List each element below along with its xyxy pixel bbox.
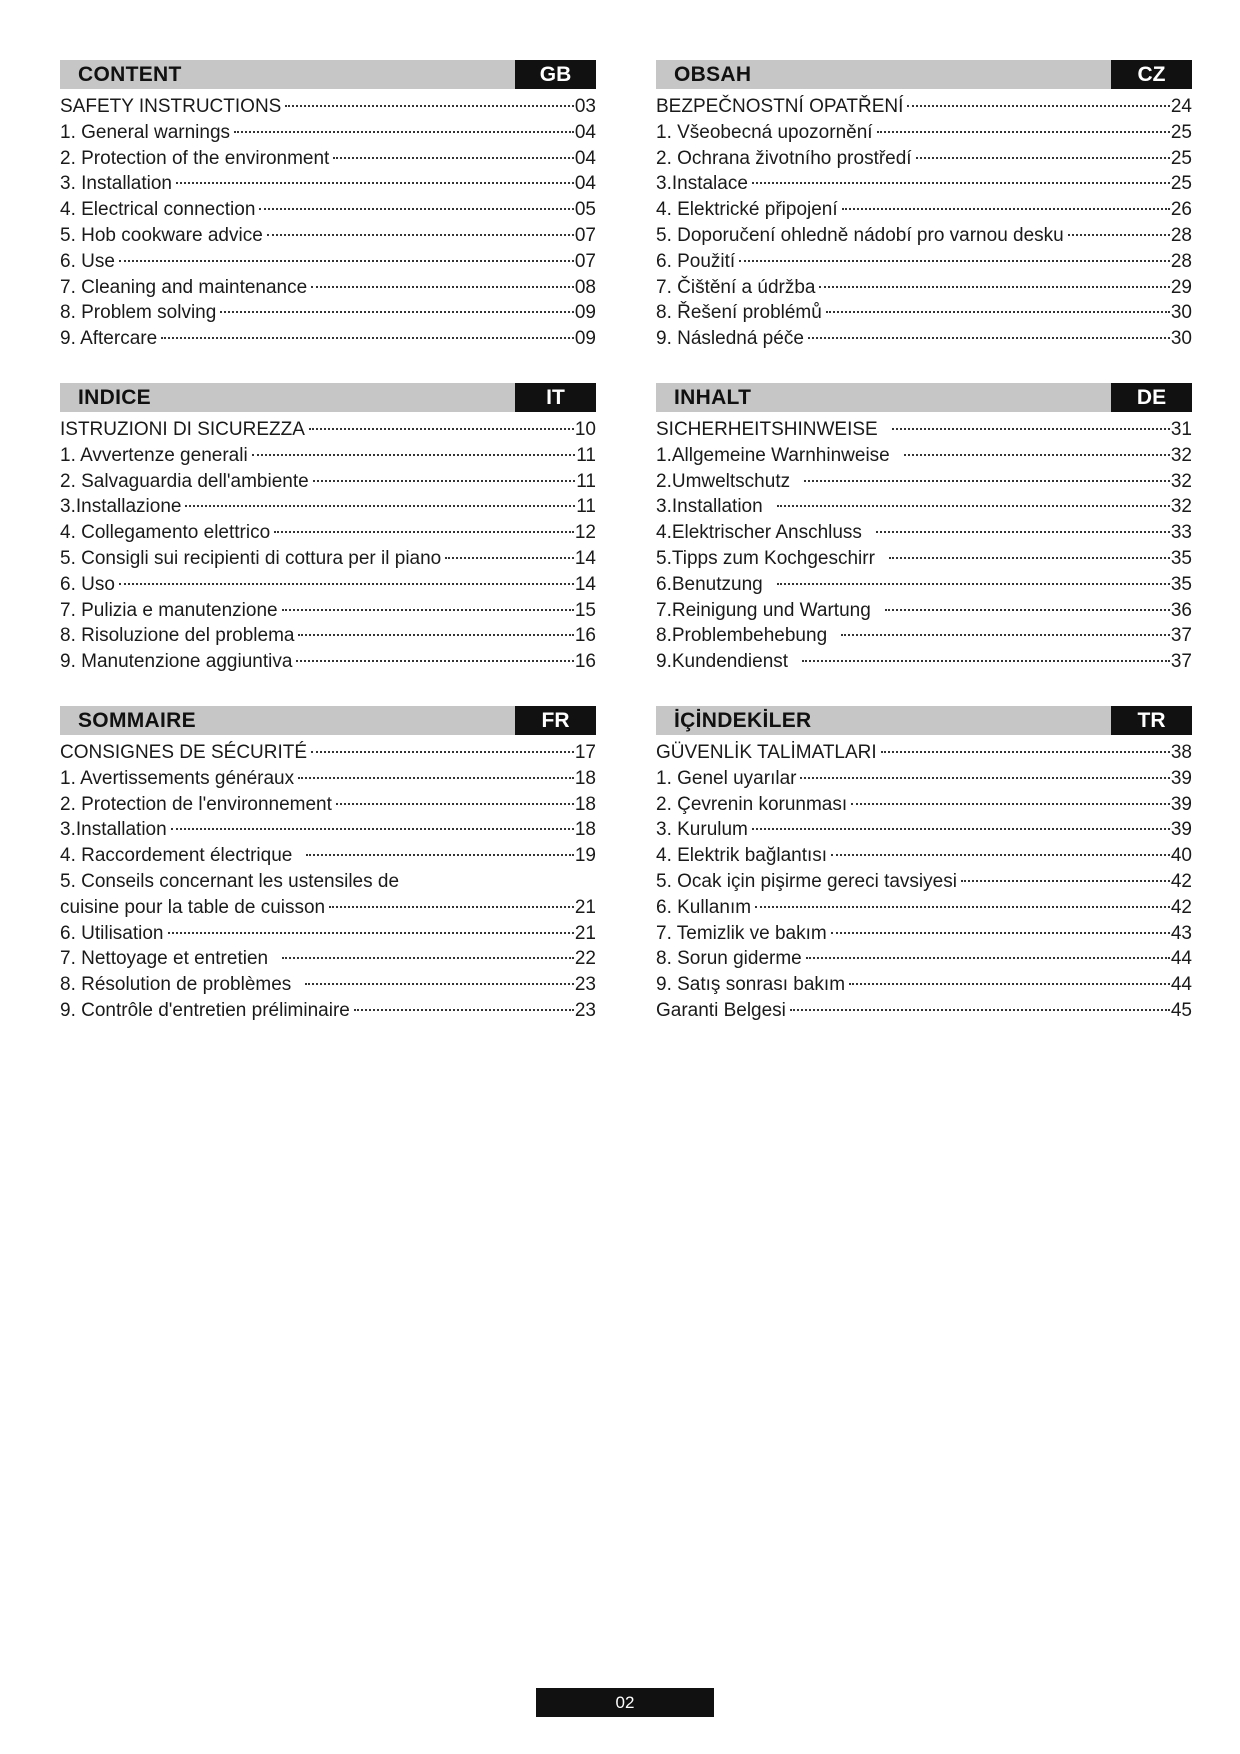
toc-entry-page: 14: [574, 573, 596, 595]
toc-entry-label: SICHERHEITSHINWEISE: [656, 419, 878, 440]
dot-leader: [119, 260, 574, 262]
toc-entry-label: 4. Elektrické připojení: [656, 199, 838, 221]
toc-entry[interactable]: [656, 843, 1192, 869]
toc-entry[interactable]: [656, 598, 1192, 624]
toc-entry-page: 04: [574, 121, 596, 143]
dot-leader: [119, 583, 574, 585]
toc-entry-label: 8. Risoluzione del problema: [60, 625, 295, 647]
toc-entry-page: 15: [574, 599, 596, 621]
toc-entry[interactable]: [656, 94, 1192, 120]
toc-entry[interactable]: [656, 921, 1192, 947]
toc-section-gb: [60, 60, 596, 352]
toc-entry-page: 10: [574, 419, 596, 440]
toc-entry-label: 2. Protection of the environment: [60, 147, 330, 169]
dot-leader: [842, 208, 1170, 210]
dot-leader: [808, 337, 1170, 339]
toc-entry-page: 04: [574, 173, 596, 195]
toc-entry-page: 31: [1170, 419, 1192, 440]
section-title: İÇİNDEKİLER: [674, 709, 812, 732]
toc-entry-label: 3.Installazione: [60, 496, 182, 518]
toc-entries: [60, 94, 596, 352]
toc-entry[interactable]: [656, 869, 1192, 895]
toc-entry-page: 26: [1170, 199, 1192, 221]
toc-entry-page: 11: [576, 470, 596, 492]
toc-entry-label: 9. Manutenzione aggiuntiva: [60, 651, 293, 673]
toc-entry[interactable]: [60, 649, 596, 675]
language-code-badge: DE: [1111, 383, 1192, 412]
dot-leader: [282, 609, 574, 611]
toc-entries: [656, 740, 1192, 1024]
toc-entries: [656, 417, 1192, 675]
toc-entry-page: 09: [574, 328, 596, 350]
toc-entry-page: 17: [574, 742, 596, 763]
toc-entry[interactable]: [60, 300, 596, 326]
section-title: OBSAH: [674, 63, 752, 86]
toc-entry-page: 16: [574, 625, 596, 647]
dot-leader: [354, 1009, 574, 1011]
toc-entry-page: 16: [574, 651, 596, 673]
toc-entry-label: 3.Installation: [60, 819, 167, 841]
toc-entry[interactable]: [656, 520, 1192, 546]
toc-entry-page: 25: [1170, 121, 1192, 143]
dot-leader: [282, 957, 574, 959]
toc-entry[interactable]: [656, 300, 1192, 326]
toc-entry-label: 1. General warnings: [60, 121, 231, 143]
toc-entry-page: 35: [1170, 573, 1192, 595]
dot-leader: [309, 428, 574, 430]
dot-leader: [831, 854, 1170, 856]
language-code-badge: CZ: [1111, 60, 1192, 89]
toc-entry-label: 3. Installation: [60, 173, 172, 195]
dot-leader: [889, 557, 1170, 559]
dot-leader: [752, 828, 1170, 830]
toc-entry[interactable]: [60, 443, 596, 469]
toc-entry[interactable]: [60, 417, 596, 443]
dot-leader: [306, 854, 574, 856]
toc-section-it: [60, 383, 596, 675]
toc-entry-page: 28: [1170, 224, 1192, 246]
toc-entry-label: 6. Use: [60, 250, 115, 272]
toc-entry-page: 23: [574, 974, 596, 996]
toc-entry-label: 7. Pulizia e manutenzione: [60, 599, 278, 621]
toc-entry-label: 3. Kurulum: [656, 819, 748, 841]
dot-leader: [907, 105, 1169, 107]
toc-entry-page: 39: [1170, 819, 1192, 841]
dot-leader: [329, 906, 574, 908]
section-title: INHALT: [674, 386, 752, 409]
toc-entry-label: 6.Benutzung: [656, 573, 763, 595]
toc-entry-label: 1. Avvertenze generali: [60, 444, 248, 466]
dot-leader: [171, 828, 574, 830]
toc-entry[interactable]: [60, 946, 596, 972]
toc-entry[interactable]: [656, 998, 1192, 1024]
toc-entry-label: 8. Řešení problémů: [656, 302, 822, 324]
toc-entry-page: 23: [574, 999, 596, 1021]
dot-leader: [885, 609, 1170, 611]
toc-entry-page: 18: [574, 793, 596, 815]
toc-entry-label: GÜVENLİK TALİMATLARI: [656, 742, 877, 763]
toc-entry[interactable]: [656, 120, 1192, 146]
toc-entry-page: 05: [574, 199, 596, 221]
toc-entry-page: 11: [576, 496, 596, 518]
toc-entry-label: ISTRUZIONI DI SICUREZZA: [60, 419, 305, 440]
toc-entry[interactable]: [60, 895, 596, 921]
dot-leader: [333, 157, 574, 159]
toc-entry-label: BEZPEČNOSTNÍ OPATŘENÍ: [656, 96, 904, 117]
dot-leader: [445, 557, 574, 559]
toc-entry[interactable]: [60, 120, 596, 146]
toc-entries: [656, 94, 1192, 352]
toc-entry-label: 9. Contrôle d'entretien préliminaire: [60, 999, 350, 1021]
dot-leader: [802, 660, 1170, 662]
dot-leader: [336, 803, 574, 805]
toc-entry[interactable]: [656, 249, 1192, 275]
toc-entry-page: 44: [1170, 948, 1192, 970]
toc-entry-label: 6. Utilisation: [60, 922, 164, 944]
toc-entry-page: 11: [576, 444, 596, 466]
page-number: 02: [536, 1688, 714, 1717]
toc-entry-label: 1. Genel uyarılar: [656, 767, 797, 789]
toc-entry-page: 09: [574, 302, 596, 324]
toc-entry-page: 30: [1170, 328, 1192, 350]
toc-entry[interactable]: [656, 417, 1192, 443]
toc-section-tr: [656, 706, 1192, 1024]
toc-entry[interactable]: [656, 623, 1192, 649]
toc-entry-label: 7. Temizlik ve bakım: [656, 922, 827, 944]
toc-entry-page: 07: [574, 224, 596, 246]
toc-entry-page: 21: [574, 896, 596, 918]
toc-entry-label: 9.Kundendienst: [656, 651, 789, 673]
toc-entry-label: 6. Uso: [60, 573, 115, 595]
language-code-badge: IT: [515, 383, 596, 412]
toc-entry-label: 4. Electrical connection: [60, 199, 256, 221]
toc-section-cz: [656, 60, 1192, 352]
dot-leader: [777, 505, 1170, 507]
toc-entry[interactable]: [656, 494, 1192, 520]
toc-entry-label: 5. Hob cookware advice: [60, 224, 263, 246]
toc-entry[interactable]: [60, 275, 596, 301]
dot-leader: [267, 234, 574, 236]
toc-entry[interactable]: [60, 792, 596, 818]
dot-leader: [161, 337, 574, 339]
dot-leader: [806, 957, 1170, 959]
language-code-badge: GB: [515, 60, 596, 89]
toc-entry[interactable]: [656, 740, 1192, 766]
toc-entry-label: 6. Použití: [656, 250, 736, 272]
dot-leader: [851, 803, 1170, 805]
toc-entry[interactable]: [656, 766, 1192, 792]
toc-entry[interactable]: [656, 146, 1192, 172]
dot-leader: [877, 131, 1170, 133]
toc-entry[interactable]: [60, 817, 596, 843]
toc-entry[interactable]: [60, 869, 596, 895]
toc-entry[interactable]: [60, 197, 596, 223]
toc-entry-page: 32: [1170, 444, 1192, 466]
toc-entry-page: 40: [1170, 845, 1192, 867]
toc-entry[interactable]: [60, 921, 596, 947]
toc-entry-label: 4. Raccordement électrique: [60, 845, 293, 867]
toc-entry-page: 25: [1170, 173, 1192, 195]
toc-entry[interactable]: [60, 972, 596, 998]
toc-entry-label: 1. Avertissements généraux: [60, 767, 295, 789]
toc-entry[interactable]: [60, 249, 596, 275]
section-title: SOMMAIRE: [78, 709, 196, 732]
toc-entry-label: Garanti Belgesi: [656, 999, 786, 1021]
toc-entry-label: 2. Protection de l'environnement: [60, 793, 332, 815]
toc-entry-page: 42: [1170, 870, 1192, 892]
toc-entry-page: 43: [1170, 922, 1192, 944]
toc-entry-page: 36: [1170, 599, 1192, 621]
toc-entry-label: 7. Cleaning and maintenance: [60, 276, 308, 298]
section-header: [656, 706, 1192, 735]
toc-entry-label: CONSIGNES DE SÉCURITÉ: [60, 742, 308, 763]
toc-entry-page: 37: [1170, 625, 1192, 647]
toc-entry-page: 32: [1170, 496, 1192, 518]
toc-entry[interactable]: [656, 223, 1192, 249]
toc-entry-label: 5.Tipps zum Kochgeschirr: [656, 547, 875, 569]
dot-leader: [285, 105, 574, 107]
section-header: [656, 60, 1192, 89]
toc-entry[interactable]: [656, 817, 1192, 843]
dot-leader: [311, 286, 574, 288]
toc-entry-label: 5. Consigli sui recipienti di cottura per il piano: [60, 547, 442, 569]
dot-leader: [168, 932, 574, 934]
section-header: [60, 60, 596, 89]
toc-entry[interactable]: [60, 740, 596, 766]
dot-leader: [819, 286, 1169, 288]
toc-entry[interactable]: [60, 223, 596, 249]
toc-entry-page: 28: [1170, 250, 1192, 272]
toc-entry[interactable]: [656, 649, 1192, 675]
toc-entry-page: 42: [1170, 896, 1192, 918]
toc-entry[interactable]: [656, 546, 1192, 572]
toc-entry-label: 7. Čištění a údržba: [656, 276, 816, 298]
toc-entry-page: 04: [574, 147, 596, 169]
toc-section-fr: [60, 706, 596, 1024]
dot-leader: [298, 634, 573, 636]
toc-entry-page: 22: [574, 948, 596, 970]
toc-entry-page: 07: [574, 250, 596, 272]
dot-leader: [259, 208, 573, 210]
dot-leader: [1068, 234, 1170, 236]
toc-entry[interactable]: [60, 326, 596, 352]
toc-entry-label: 9. Následná péče: [656, 328, 804, 350]
toc-entry-label: 7. Nettoyage et entretien: [60, 948, 269, 970]
toc-entry-page: 19: [574, 845, 596, 867]
toc-entry-label: 3.Instalace: [656, 173, 748, 195]
toc-entry-label: 6. Kullanım: [656, 896, 752, 918]
toc-entries: [60, 417, 596, 675]
dot-leader: [176, 182, 574, 184]
toc-entry[interactable]: [60, 572, 596, 598]
toc-entry-label: 9. Satış sonrası bakım: [656, 974, 846, 996]
toc-entry[interactable]: [60, 998, 596, 1024]
dot-leader: [220, 311, 574, 313]
dot-leader: [800, 777, 1169, 779]
toc-entry-label: 2. Ochrana životního prostředí: [656, 147, 912, 169]
dot-leader: [841, 634, 1170, 636]
toc-entry-label: cuisine pour la table de cuisson: [60, 896, 326, 918]
toc-entry[interactable]: [656, 326, 1192, 352]
toc-entry-page: 25: [1170, 147, 1192, 169]
dot-leader: [961, 880, 1170, 882]
toc-entry[interactable]: [60, 766, 596, 792]
toc-entry-page: 45: [1170, 999, 1192, 1021]
toc-entry-label: 8. Problem solving: [60, 302, 217, 324]
toc-entry[interactable]: [656, 792, 1192, 818]
dot-leader: [826, 311, 1170, 313]
dot-leader: [252, 454, 576, 456]
toc-entry[interactable]: [656, 275, 1192, 301]
toc-entry-page: 33: [1170, 522, 1192, 544]
toc-entry-label: 4.Elektrischer Anschluss: [656, 522, 862, 544]
dot-leader: [790, 1009, 1170, 1011]
section-header: [60, 706, 596, 735]
toc-entry[interactable]: [60, 843, 596, 869]
section-header: [60, 383, 596, 412]
toc-entry-label: 8. Sorun giderme: [656, 948, 802, 970]
toc-entry[interactable]: [60, 94, 596, 120]
toc-entry-page: 18: [574, 819, 596, 841]
toc-entry[interactable]: [656, 946, 1192, 972]
dot-leader: [892, 428, 1170, 430]
dot-leader: [313, 480, 576, 482]
dot-leader: [739, 260, 1170, 262]
dot-leader: [305, 983, 574, 985]
toc-entry-page: 39: [1170, 793, 1192, 815]
dot-leader: [849, 983, 1170, 985]
toc-entry-page: 38: [1170, 742, 1192, 763]
toc-entry-label: 5. Doporučení ohledně nádobí pro varnou desku: [656, 224, 1064, 246]
toc-entry-page: 08: [574, 276, 596, 298]
toc-entry-page: 32: [1170, 470, 1192, 492]
dot-leader: [916, 157, 1170, 159]
toc-entry-label: 2. Çevrenin korunması: [656, 793, 848, 815]
dot-leader: [311, 751, 574, 753]
toc-entry-page: 14: [574, 547, 596, 569]
toc-entry-label: 5. Ocak için pişirme gereci tavsiyesi: [656, 870, 957, 892]
toc-section-de: [656, 383, 1192, 675]
toc-entry-page: 03: [574, 96, 596, 117]
toc-entry[interactable]: [656, 572, 1192, 598]
toc-entry-label: 1.Allgemeine Warnhinweise: [656, 444, 890, 466]
toc-entry[interactable]: [656, 895, 1192, 921]
toc-entry-page: 39: [1170, 767, 1192, 789]
toc-entry-label: 8.Problembehebung: [656, 625, 828, 647]
toc-entry-label: 4. Collegamento elettrico: [60, 522, 271, 544]
dot-leader: [755, 906, 1170, 908]
toc-entry[interactable]: [656, 171, 1192, 197]
toc-entry[interactable]: [656, 443, 1192, 469]
section-header: [656, 383, 1192, 412]
toc-entry-page: 44: [1170, 974, 1192, 996]
toc-entry[interactable]: [60, 494, 596, 520]
toc-entry-label: 4. Elektrik bağlantısı: [656, 845, 828, 867]
section-title: INDICE: [78, 386, 151, 409]
dot-leader: [298, 777, 574, 779]
section-title: CONTENT: [78, 63, 182, 86]
dot-leader: [777, 583, 1170, 585]
toc-entry[interactable]: [60, 598, 596, 624]
toc-entry-page: 37: [1170, 651, 1192, 673]
toc-entry-label: 9. Aftercare: [60, 328, 158, 350]
toc-entry-page: 35: [1170, 547, 1192, 569]
toc-entry-page: 29: [1170, 276, 1192, 298]
toc-entries: [60, 740, 596, 1024]
dot-leader: [904, 454, 1170, 456]
toc-entry[interactable]: [60, 469, 596, 495]
dot-leader: [234, 131, 574, 133]
language-code-badge: FR: [515, 706, 596, 735]
toc-entry-label: 7.Reinigung und Wartung: [656, 599, 871, 621]
toc-entry[interactable]: [656, 197, 1192, 223]
language-code-badge: TR: [1111, 706, 1192, 735]
toc-entry[interactable]: [60, 520, 596, 546]
toc-entry-label: 2.Umweltschutz: [656, 470, 791, 492]
toc-entry[interactable]: [60, 546, 596, 572]
dot-leader: [752, 182, 1170, 184]
toc-entry-page: 18: [574, 767, 596, 789]
toc-entry-label: 3.Installation: [656, 496, 763, 518]
toc-entry-page: 24: [1170, 96, 1192, 117]
toc-entry[interactable]: [60, 171, 596, 197]
toc-entry-label: 2. Salvaguardia dell'ambiente: [60, 470, 309, 492]
toc-entry[interactable]: [656, 469, 1192, 495]
toc-entry[interactable]: [656, 972, 1192, 998]
toc-entry-page: 30: [1170, 302, 1192, 324]
toc-entry-label: 1. Všeobecná upozornění: [656, 121, 873, 143]
dot-leader: [876, 531, 1170, 533]
toc-entry[interactable]: [60, 146, 596, 172]
toc-entry[interactable]: [60, 623, 596, 649]
dot-leader: [274, 531, 574, 533]
toc-entry-label: 5. Conseils concernant les ustensiles de: [60, 870, 400, 892]
dot-leader: [804, 480, 1170, 482]
dot-leader: [185, 505, 575, 507]
dot-leader: [296, 660, 573, 662]
toc-entry-page: 21: [574, 922, 596, 944]
toc-entry-page: 12: [574, 522, 596, 544]
dot-leader: [831, 932, 1170, 934]
toc-entry-label: SAFETY INSTRUCTIONS: [60, 96, 282, 117]
toc-entry-label: 8. Résolution de problèmes: [60, 974, 292, 996]
dot-leader: [881, 751, 1170, 753]
